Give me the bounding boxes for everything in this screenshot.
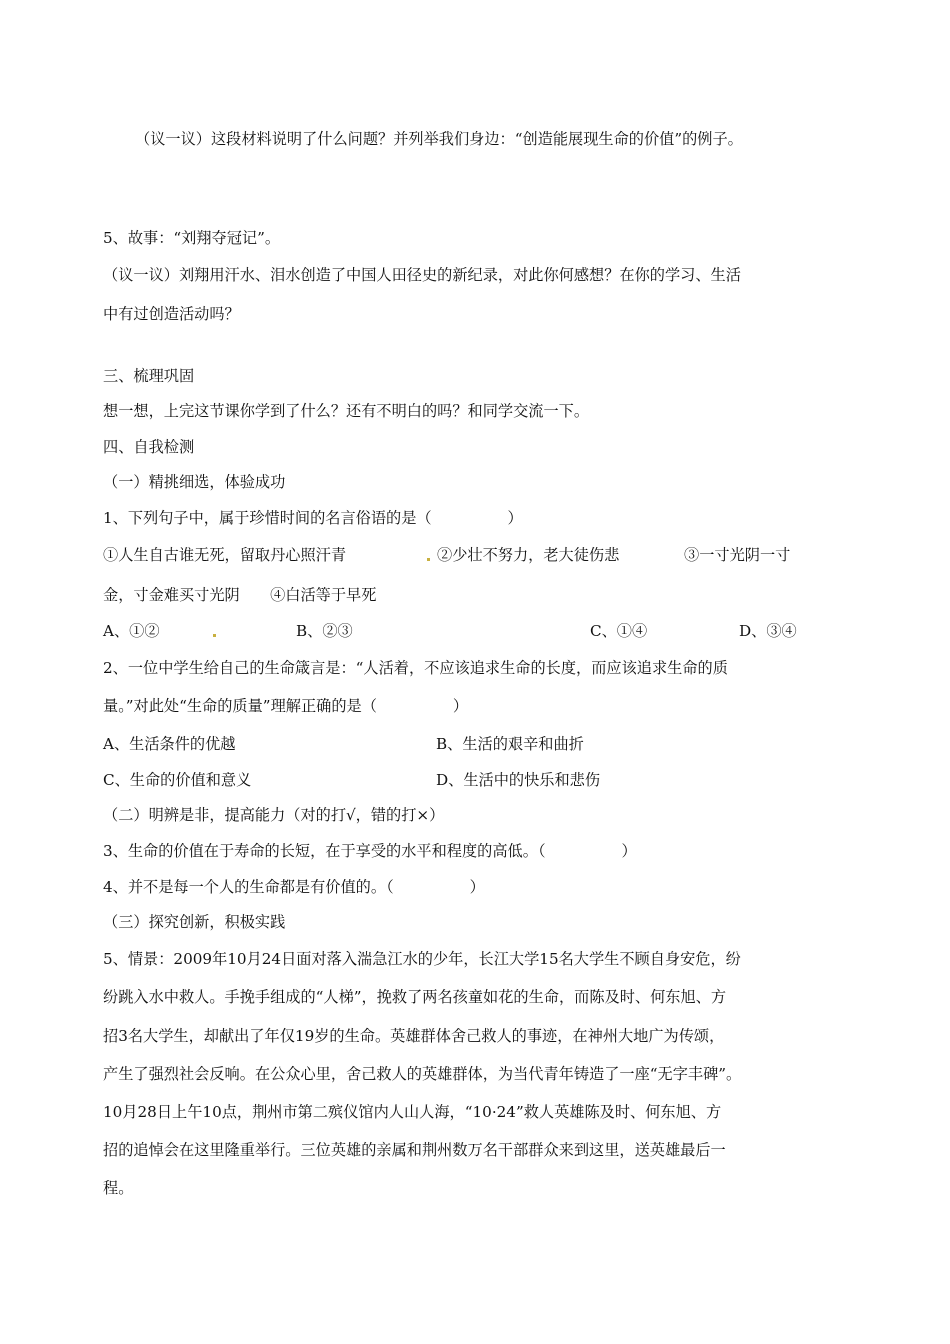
question-5-line: 5、情景：2009年10月24日面对落入湍急江水的少年，长江大学15名大学生不顾自身安危，纷 [103, 950, 741, 968]
section-3-body: 想一想，上完这节课你学到了什么？还有不明白的吗？和同学交流一下。 [103, 402, 589, 420]
discuss-prompt-2-line1: （议一议）刘翔用汗水、泪水创造了中国人田径史的新纪录，对此你何感想？在你的学习、生活 [103, 266, 741, 284]
question-5-line: 招的追悼会在这里隆重举行。三位英雄的亲属和荆州数万名干部群众来到这里，送英雄最后一 [103, 1141, 726, 1159]
story-5-title: 5、故事：“刘翔夺冠记”。 [103, 229, 281, 247]
question-3: 3、生命的价值在于寿命的长短，在于享受的水平和程度的高低。（ ） [103, 842, 637, 860]
option-c: C、生命的价值和意义 [103, 771, 252, 789]
option-d: D、③④ [739, 622, 797, 640]
choice-1: ①人生自古谁无死，留取丹心照汗青 [103, 546, 346, 564]
question-4: 4、并不是每一个人的生命都是有价值的。（ ） [103, 878, 485, 896]
option-c: C、①④ [590, 622, 648, 640]
section-3-title: 三、梳理巩固 [103, 367, 195, 385]
choice-mark [423, 545, 434, 565]
part-2-heading: （二）明辨是非，提高能力（对的打√，错的打×） [103, 806, 445, 824]
part-3-heading: （三）探究创新，积极实践 [103, 913, 286, 931]
option-a: A、①② [103, 622, 160, 640]
option-b: B、生活的艰辛和曲折 [436, 735, 584, 753]
question-1-choices-line2: 金，寸金难买寸光阴 ④白活等于早死 [103, 586, 377, 604]
question-5-line: 程。 [103, 1179, 134, 1197]
discuss-prompt-1: （议一议）这段材料说明了什么问题？并列举我们身边：“创造能展现生命的价值”的例子。 [135, 130, 743, 148]
option-d: D、生活中的快乐和悲伤 [436, 771, 601, 789]
question-2-line2: 量。”对此处“生命的质量”理解正确的是（ ） [103, 697, 469, 715]
section-4-title: 四、自我检测 [103, 438, 195, 456]
question-5-line: 产生了强烈社会反响。在公众心里，舍己救人的英雄群体，为当代青年铸造了一座“无字丰碑”。 [103, 1065, 742, 1083]
question-2-line1: 2、一位中学生给自己的生命箴言是：“人活着，不应该追求生命的长度，而应该追求生命的质 [103, 659, 728, 677]
question-5-line: 招3名大学生，却献出了年仅19岁的生命。英雄群体舍己救人的事迹，在神州大地广为传颂， [103, 1027, 725, 1045]
part-1-heading: （一）精挑细选，体验成功 [103, 473, 286, 491]
discuss-prompt-2-line2: 中有过创造活动吗？ [103, 305, 240, 323]
choice-2: ②少壮不努力，老大徒伤悲 [437, 546, 620, 564]
question-5-line: 10月28日上午10点，荆州市第二殡仪馆内人山人海，“10·24”救人英雄陈及时、何东旭、方 [103, 1103, 722, 1121]
question-1-stem: 1、下列句子中，属于珍惜时间的名言俗语的是（ ） [103, 509, 523, 527]
question-5-line: 纷跳入水中救人。手挽手组成的“人梯”，挽救了两名孩童如花的生命，而陈及时、何东旭、方 [103, 988, 727, 1006]
option-a: A、生活条件的优越 [103, 735, 236, 753]
option-b: B、②③ [296, 622, 353, 640]
choice-3: ③一寸光阴一寸 [684, 546, 791, 564]
option-mark [209, 621, 220, 641]
